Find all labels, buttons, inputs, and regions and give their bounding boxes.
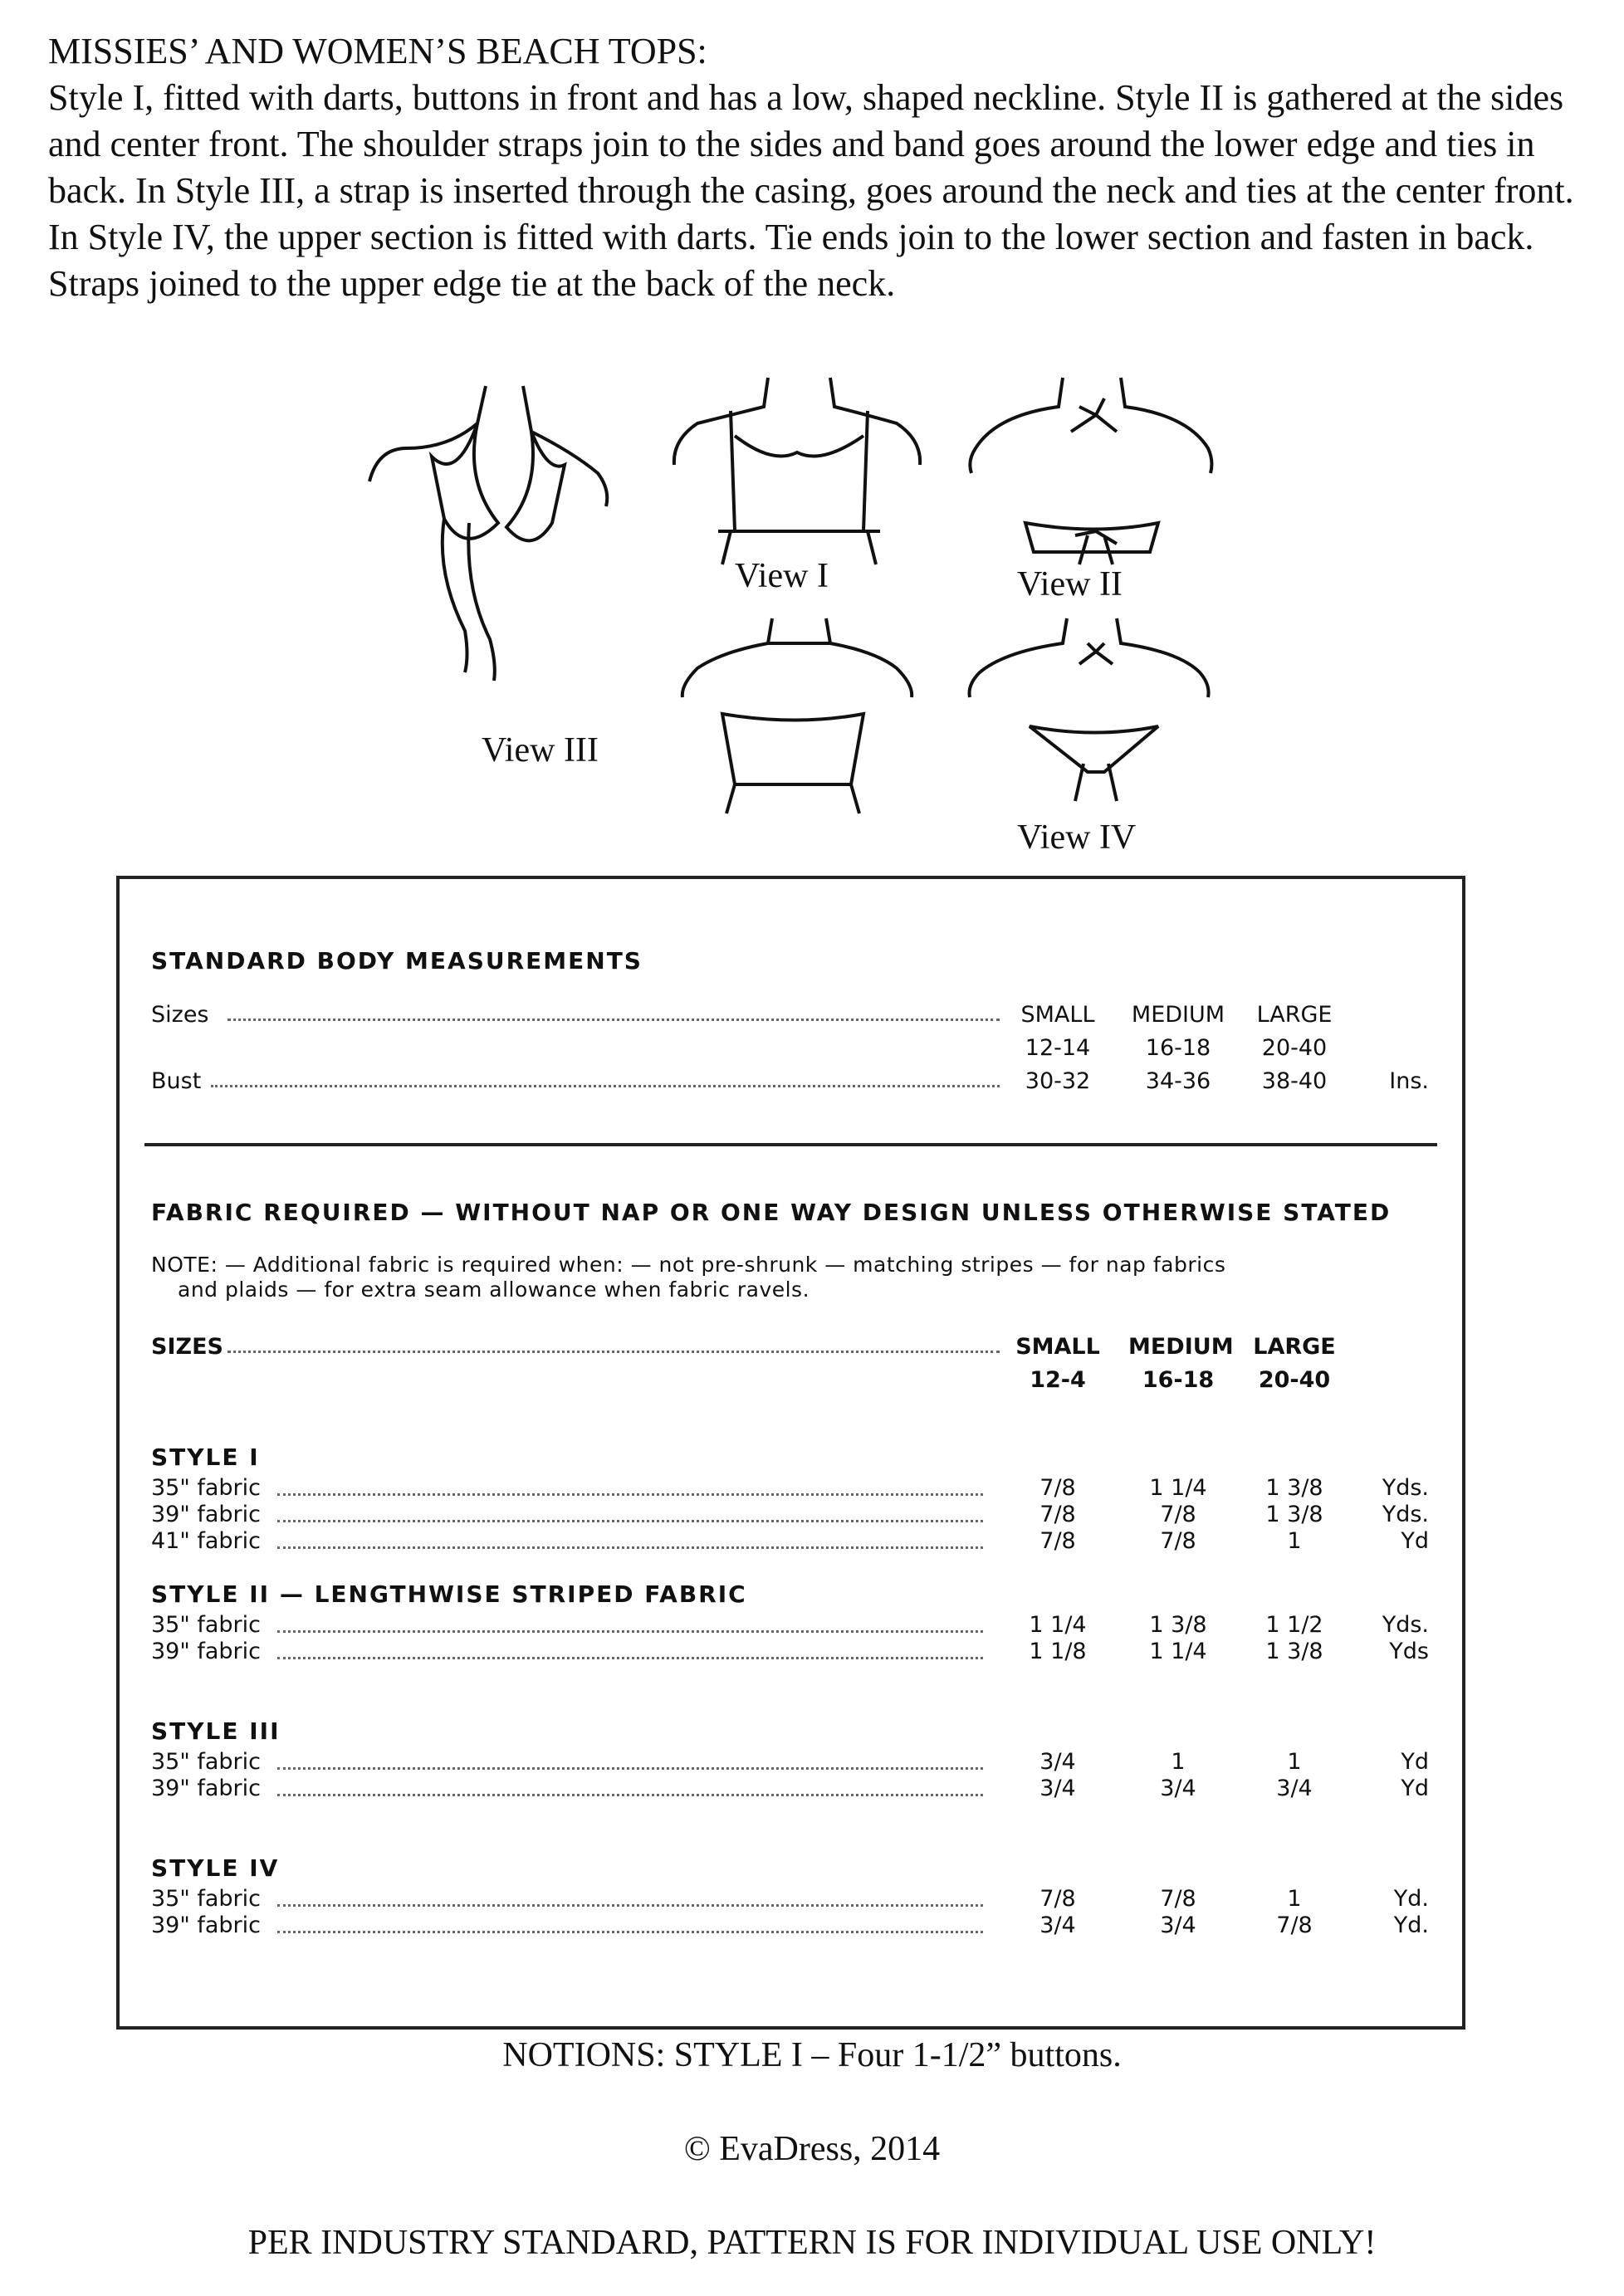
yardage-unit: Yds. (1382, 1502, 1429, 1527)
style-description: Style I, fitted with darts, buttons in front and has a low, shaped neckline. Style II is gathered at the sides and center front. The shoulder straps join to the sides and band goes around the lower edge and ties in back. In Style III, a strap is inserted through the casing, goes around the neck and ties at the center front. In Style IV, the upper section is fitted with darts. Tie ends join to the lower section and fasten in back. Straps joined to the upper edge tie at the back of the neck. (48, 77, 1574, 304)
view-iv-label: View IV (1017, 818, 1137, 857)
size-name: LARGE (1253, 1334, 1336, 1360)
fabric-row (120, 1886, 1462, 1914)
yardage-value: 1 (1287, 1886, 1302, 1912)
fabric-width-label: 35" fabric (151, 1749, 261, 1775)
yardage-value: 7/8 (1039, 1502, 1076, 1527)
size-range: 20-40 (1261, 1035, 1328, 1061)
fabric-row (120, 1749, 1462, 1777)
yardage-unit: Yds (1389, 1639, 1429, 1664)
view-i-label: View I (735, 557, 829, 595)
yardage-value: 7/8 (1039, 1528, 1076, 1554)
yardage-unit: Yd (1401, 1776, 1429, 1801)
size-name: LARGE (1256, 1002, 1333, 1028)
size-range: 12-14 (1025, 1035, 1091, 1061)
size-range: 12-4 (1030, 1367, 1086, 1393)
yardage-value: 1 (1287, 1749, 1302, 1775)
yardage-value: 3/4 (1160, 1913, 1196, 1938)
fabric-row (120, 1502, 1462, 1530)
yardage-value: 7/8 (1160, 1528, 1196, 1554)
view-i-back-sketch (682, 618, 912, 813)
yardage-value: 1 (1171, 1749, 1186, 1775)
fabric-note-line1: NOTE: — Additional fabric is required when: — not pre-shrunk — matching stripes — for nap fabrics (151, 1253, 1226, 1277)
style-heading: STYLE I (151, 1444, 260, 1471)
fabric-sizes-row (120, 1334, 1462, 1362)
size-range: 20-40 (1258, 1367, 1331, 1393)
yardage-value: 1 1/8 (1029, 1639, 1087, 1664)
row-label: SIZES (151, 1334, 223, 1360)
yardage-value: 7/8 (1160, 1886, 1196, 1912)
fabric-width-label: 35" fabric (151, 1886, 261, 1912)
yardage-unit: Yd (1401, 1749, 1429, 1775)
bust-value: 34-36 (1145, 1068, 1211, 1094)
yardage-value: 1 1/4 (1029, 1612, 1087, 1638)
yardage-unit: Yd (1401, 1528, 1429, 1554)
fabric-width-label: 35" fabric (151, 1612, 261, 1638)
size-range: 16-18 (1145, 1035, 1211, 1061)
yardage-value: 1 (1287, 1528, 1302, 1554)
fabric-width-label: 41" fabric (151, 1528, 261, 1554)
fabric-row (120, 1475, 1462, 1503)
use-notice: PER INDUSTRY STANDARD, PATTERN IS FOR INDIVIDUAL USE ONLY! (247, 2224, 1377, 2262)
measurements-title: STANDARD BODY MEASUREMENTS (151, 947, 643, 975)
fabric-range-row (120, 1367, 1462, 1395)
yardage-value: 7/8 (1039, 1886, 1076, 1912)
row-label: Bust (151, 1068, 202, 1094)
size-name: MEDIUM (1131, 1002, 1225, 1028)
style-illustrations (0, 357, 1624, 872)
size-name: SMALL (1015, 1334, 1100, 1360)
yardage-value: 7/8 (1276, 1913, 1313, 1938)
measurements-sizes-row (120, 1002, 1462, 1030)
yardage-value: 3/4 (1039, 1913, 1076, 1938)
size-name: MEDIUM (1128, 1334, 1234, 1360)
copyright-text: © EvaDress, 2014 (683, 2130, 941, 2168)
fabric-row (120, 1776, 1462, 1804)
view-ii-label: View II (1017, 565, 1123, 603)
fabric-row (120, 1913, 1462, 1941)
fabric-title: FABRIC REQUIRED — WITHOUT NAP OR ONE WAY DESIGN UNLESS OTHERWISE STATED (151, 1199, 1392, 1226)
view-ii-sketch (970, 378, 1211, 564)
style-heading: STYLE IV (151, 1854, 280, 1882)
size-name: SMALL (1020, 1002, 1095, 1028)
yardage-unit: Yd. (1393, 1886, 1429, 1912)
garment-sketches (0, 357, 1624, 872)
view-iii-sketch (369, 386, 607, 681)
fabric-row (120, 1528, 1462, 1556)
row-label: Sizes (151, 1002, 209, 1028)
yardage-value: 1 1/2 (1265, 1612, 1323, 1638)
yardage-value: 7/8 (1039, 1475, 1076, 1501)
yardage-value: 3/4 (1039, 1776, 1076, 1801)
view-iii-label: View III (482, 731, 599, 769)
view-iv-sketch (970, 618, 1209, 801)
measurements-bust-row (120, 1068, 1462, 1097)
page-heading: MISSIES’ AND WOMEN’S BEACH TOPS: (48, 31, 707, 71)
fabric-width-label: 39" fabric (151, 1776, 261, 1801)
fabric-row (120, 1639, 1462, 1667)
measurement-chart (116, 876, 1465, 2030)
view-i-sketch (674, 378, 920, 564)
yardage-value: 1 3/8 (1265, 1475, 1323, 1501)
yardage-value: 1 3/8 (1149, 1612, 1207, 1638)
yardage-value: 3/4 (1276, 1776, 1313, 1801)
measurements-range-row (120, 1035, 1462, 1063)
fabric-width-label: 39" fabric (151, 1639, 261, 1664)
yardage-value: 1 3/8 (1265, 1502, 1323, 1527)
yardage-value: 3/4 (1039, 1749, 1076, 1775)
yardage-unit: Yds. (1382, 1612, 1429, 1638)
yardage-value: 3/4 (1160, 1776, 1196, 1801)
style-heading: STYLE III (151, 1717, 281, 1745)
fabric-width-label: 39" fabric (151, 1502, 261, 1527)
yardage-value: 7/8 (1160, 1502, 1196, 1527)
bust-value: 38-40 (1261, 1068, 1328, 1094)
yardage-value: 1 3/8 (1265, 1639, 1323, 1664)
size-range: 16-18 (1142, 1367, 1215, 1393)
yardage-value: 1 1/4 (1149, 1475, 1207, 1501)
yardage-value: 1 1/4 (1149, 1639, 1207, 1664)
yardage-unit: Yds. (1382, 1475, 1429, 1501)
fabric-row (120, 1612, 1462, 1640)
fabric-note-line2: and plaids — for extra seam allowance when fabric ravels. (178, 1277, 810, 1302)
style-heading: STYLE II — LENGTHWISE STRIPED FABRIC (151, 1580, 747, 1608)
section-divider (144, 1143, 1437, 1146)
bust-value: 30-32 (1025, 1068, 1091, 1094)
notions-text: NOTIONS: STYLE I – Four 1-1/2” buttons. (502, 2036, 1122, 2074)
bust-unit: Ins. (1389, 1068, 1429, 1094)
fabric-width-label: 35" fabric (151, 1475, 261, 1501)
fabric-width-label: 39" fabric (151, 1913, 261, 1938)
yardage-unit: Yd. (1393, 1913, 1429, 1938)
